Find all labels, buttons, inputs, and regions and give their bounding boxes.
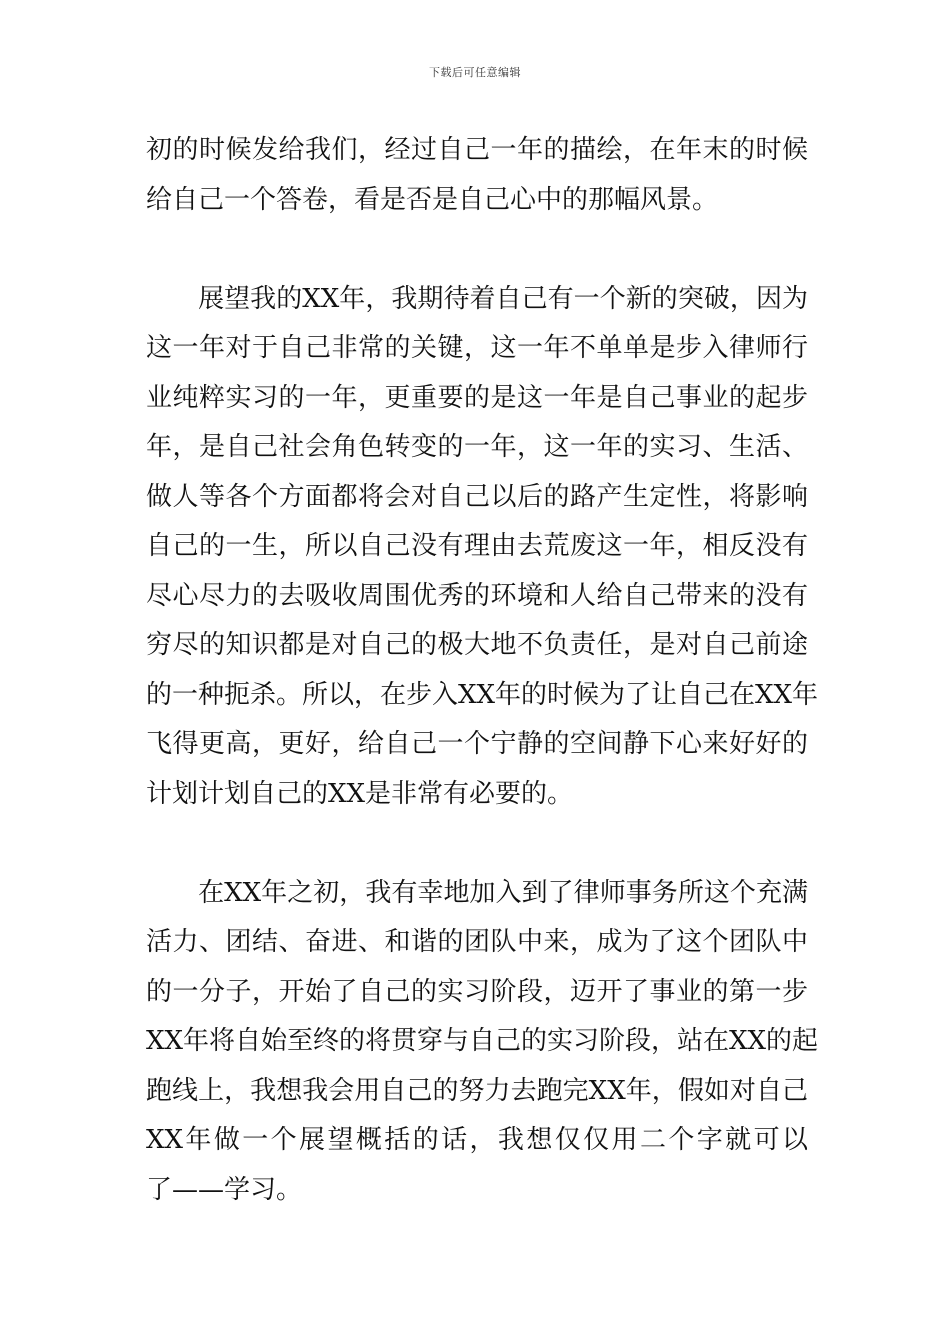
text-line: 飞得更高，更好，给自己一个宁静的空间静下心来好好的: [146, 729, 808, 759]
page-header-note: 下载后可任意编辑: [429, 66, 521, 79]
text-line: 活力、团结、奋进、和谐的团队中来，成为了这个团队中: [146, 927, 808, 957]
text-line: XX年将自始至终的将贯穿与自己的实习阶段，站在XX的起: [146, 1026, 819, 1056]
paragraph-1: [146, 126, 808, 225]
text-line: 尽心尽力的去吸收周围优秀的环境和人给自己带来的没有: [146, 580, 808, 611]
text-line: 做人等各个方面都将会对自己以后的路产生定性，将影响: [146, 481, 808, 512]
text-line: 给自己一个答卷，看是否是自己心中的那幅风景。: [146, 184, 719, 215]
text-line: 计划计划自己的XX是非常有必要的。: [146, 778, 574, 809]
text-line: XX年做一个展望概括的话，我想仅仅用二个字就可以: [146, 1125, 808, 1155]
text-line: 的一种扼杀。所以，在步入XX年的时候为了让自己在XX年: [146, 679, 819, 710]
text-line: 在XX年之初，我有幸地加入到了律师事务所这个充满: [146, 877, 808, 908]
text-line: 业纯粹实习的一年，更重要的是这一年是自己事业的起步: [146, 382, 808, 413]
text-line: 跑线上，我想我会用自己的努力去跑完XX年，假如对自己: [146, 1075, 808, 1106]
document-body: [146, 126, 819, 1215]
paragraph-3: [146, 869, 819, 1216]
text-line: 了——学习。: [146, 1174, 303, 1205]
text-line: 这一年对于自己非常的关键，这一年不单单是步入律师行: [146, 333, 808, 363]
text-line: 年，是自己社会角色转变的一年，这一年的实习、生活、: [146, 432, 808, 462]
text-line: 展望我的XX年，我期待着自己有一个新的突破，因为: [146, 283, 808, 314]
text-line: 自己的一生，所以自己没有理由去荒废这一年，相反没有: [146, 531, 808, 561]
text-line: 的一分子，开始了自己的实习阶段，迈开了事业的第一步: [146, 976, 808, 1007]
paragraph-2: [146, 275, 819, 820]
text-line: 初的时候发给我们，经过自己一年的描绘，在年末的时候: [146, 135, 808, 165]
text-line: 穷尽的知识都是对自己的极大地不负责任，是对自己前途: [146, 630, 808, 660]
